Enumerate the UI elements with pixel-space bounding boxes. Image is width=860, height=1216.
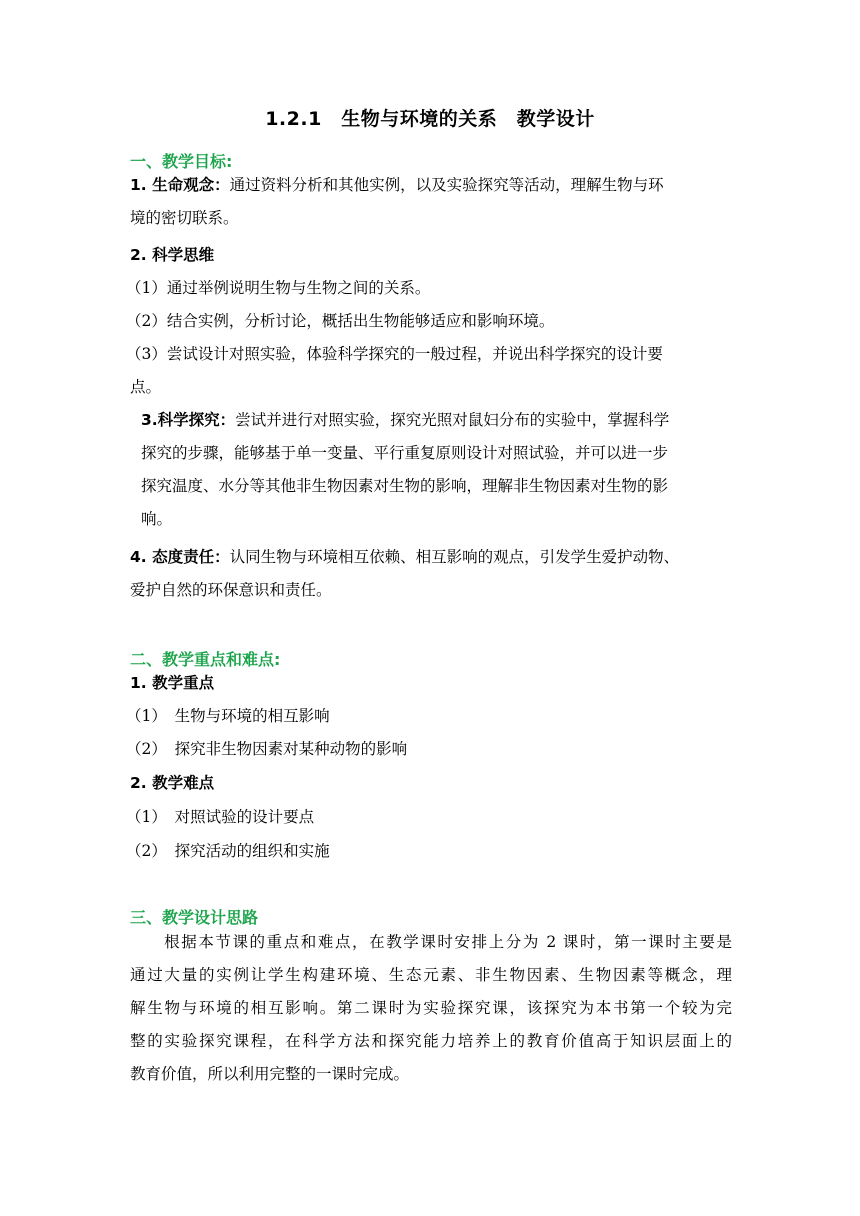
section-heading-design-idea: 三、教学设计思路: [130, 908, 259, 927]
objective-1-line-2: 境的密切联系。: [130, 209, 239, 227]
design-idea-line-3: 解生物与环境的相互影响。第二课时为实验探究课，该探究为本书第一个较为完: [130, 999, 732, 1017]
section-heading-objectives: 一、教学目标:: [130, 152, 233, 171]
objective-3-text: 尝试并进行对照实验，探究光照对鼠妇分布的实验中，掌握科学: [235, 411, 670, 429]
objective-3-label: 3.科学探究：: [141, 411, 236, 429]
design-idea-line-1: 根据本节课的重点和难点，在教学课时安排上分为 2 课时，第一课时主要是: [130, 933, 732, 951]
objective-4-line-2: 爱护自然的环保意识和责任。: [130, 581, 332, 599]
design-idea-line-5: 教育价值，所以利用完整的一课时完成。: [130, 1065, 410, 1083]
objective-3-line-3: 探究温度、水分等其他非生物因素对生物的影响，理解非生物因素对生物的影: [141, 477, 669, 495]
page-title: 1.2.1 生物与环境的关系 教学设计: [265, 108, 595, 130]
objective-1-label: 1. 生命观念：: [130, 176, 230, 194]
objective-4-line-1: [130, 546, 679, 568]
objective-3-line-1: [141, 409, 669, 431]
objective-3-line-4: 响。: [141, 510, 173, 528]
design-idea-line-4: 整的实验探究课程，在科学方法和探究能力培养上的教育价值高于知识层面上的: [130, 1032, 732, 1050]
objective-4-label: 4. 态度责任：: [130, 548, 230, 566]
objective-2-sub-2: （2）结合实例，分析讨论，概括出生物能够适应和影响环境。: [126, 312, 555, 330]
objective-2-sub-3: （3）尝试设计对照实验，体验科学探究的一般过程，并说出科学探究的设计要: [126, 345, 663, 363]
design-idea-paragraph: [130, 926, 732, 1091]
key-point-2: （2） 探究非生物因素对某种动物的影响: [126, 740, 408, 758]
design-idea-line-2: 通过大量的实例让学生构建环境、生态元素、非生物因素、生物因素等概念，理: [130, 966, 732, 984]
objective-1-text: 通过资料分析和其他实例，以及实验探究等活动，理解生物与环: [229, 176, 664, 194]
section-heading-key-points: 二、教学重点和难点:: [130, 650, 281, 669]
key-points-label: 1. 教学重点: [130, 674, 215, 692]
objective-2-sub-1: （1）通过举例说明生物与生物之间的关系。: [126, 279, 431, 297]
key-point-1: （1） 生物与环境的相互影响: [126, 707, 330, 725]
difficulties-label: 2. 教学难点: [130, 774, 215, 792]
objective-4-text: 认同生物与环境相互依赖、相互影响的观点，引发学生爱护动物、: [229, 548, 680, 566]
objective-1-line-1: [130, 174, 664, 196]
difficulty-2: （2） 探究活动的组织和实施: [126, 842, 330, 860]
objective-3-line-2: 探究的步骤，能够基于单一变量、平行重复原则设计对照试验，并可以进一步: [141, 444, 669, 462]
objective-2-sub-3-cont: 点。: [130, 378, 162, 396]
objective-2-label: 2. 科学思维: [130, 246, 215, 264]
difficulty-1: （1） 对照试验的设计要点: [126, 808, 315, 826]
